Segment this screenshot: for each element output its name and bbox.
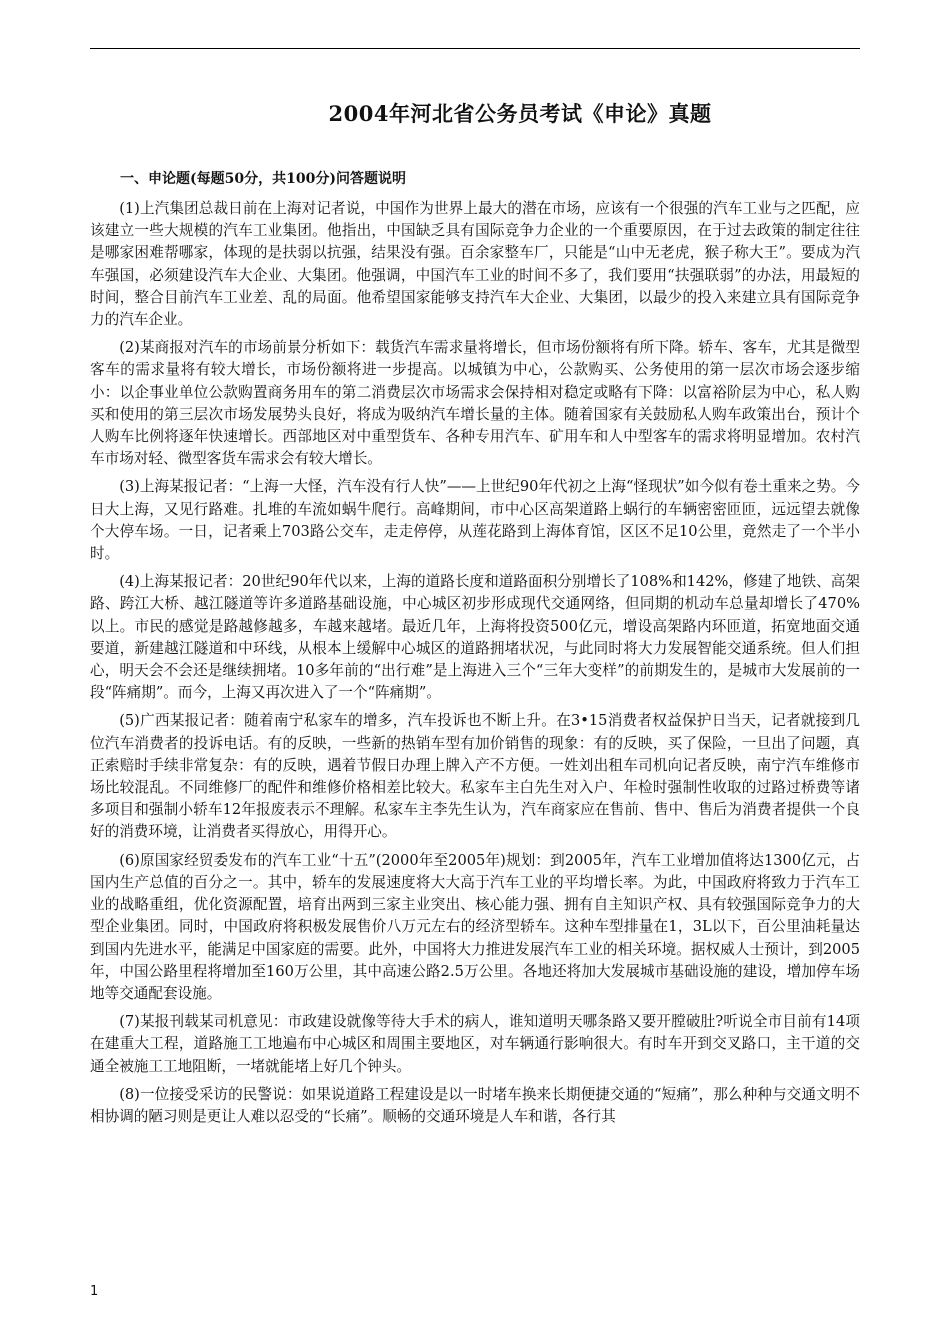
paragraph-1: (1)上汽集团总裁日前在上海对记者说，中国作为世界上最大的潜在市场，应该有一个很强的汽车工业与之匹配，应该建立一些大规模的汽车工业集团。他指出，中国缺乏具有国际竞争力企业的一个重要原因，在于过去政策的制定往往是哪家困难帮哪家，体现的是扶弱以抗强，结果没有强。百余家整车厂，只能是“山中无老虎，猴子称大王”。要成为汽车强国，必须建设汽车大企业、大集团。他强调，中国汽车工业的时间不多了，我们要用“扶强联弱”的办法，用最短的时间，整合目前汽车工业差、乱的局面。他希望国家能够支持汽车大企业、大集团，以最少的投入来建立具有国际竞争力的汽车企业。 xyxy=(90,200,860,329)
paragraph-8: (8)一位接受采访的民警说：如果说道路工程建设是以一时堵车换来长期便捷交通的“短痛”，那么种种与交通文明不相协调的陋习则是更让人难以忍受的“长痛”。顺畅的交通环境是人车和谐，各行其 xyxy=(90,1085,860,1125)
document-title: 2004年河北省公务员考试《申论》真题 xyxy=(328,101,712,127)
page-number: 1 xyxy=(90,1284,99,1299)
header-rule xyxy=(90,48,860,49)
paragraph-3: (3)上海某报记者：“上海一大怪，汽车没有行人快”——上世纪90年代初之上海“怪现状”如今似有卷土重来之势。今日大上海，又见行路难。扎堆的车流如蜗牛爬行。高峰期间，市中心区高架道路上蜗行的车辆密密匝匝，远远望去就像个大停车场。一日，记者乘上703路公交车，走走停停，从莲花路到上海体育馆，区区不足10公里，竟然走了一个半小时。 xyxy=(90,478,860,563)
section-heading: 一、申论题(每题50分，共100分)问答题说明 xyxy=(120,171,406,187)
paragraph-2: (2)某商报对汽车的市场前景分析如下：载货汽车需求量将增长，但市场份额将有所下降。轿车、客车，尤其是微型客车的需求量将有较大增长，市场份额将进一步提高。以城镇为中心，公款购买、公务使用的第一层次市场会逐步缩小：以企事业单位公款购置商务用车的第二消费层次市场需求会保持相对稳定或略有下降：以富裕阶层为中心，私人购买和使用的第三层次市场发展势头良好，将成为吸纳汽车增长量的主体。随着国家有关鼓励私人购车政策出台，预计个人购车比例将逐年快速增长。西部地区对中重型货车、各种专用汽车、矿用车和人中型客车的需求将明显增加。农村汽车市场对轻、微型客货车需求会有较大增长。 xyxy=(90,339,860,468)
paragraph-7: (7)某报刊载某司机意见：市政建设就像等待大手术的病人，谁知道明天哪条路又要开膛破肚?听说全市目前有14项在建重大工程，道路施工工地遍布中心城区和周围主要地区，对车辆通行影响很大。有时车开到交叉路口，主干道的交通全被施工工地阻断，一堵就能堵上好几个钟头。 xyxy=(90,1013,860,1075)
document-body xyxy=(90,168,860,1134)
paragraph-4: (4)上海某报记者：20世纪90年代以来，上海的道路长度和道路面积分别增长了108%和142%，修建了地铁、高架路、跨江大桥、越江隧道等许多道路基础设施，中心城区初步形成现代交通网络，但同期的机动车总量却增长了470%以上。市民的感觉是路越修越多，车越来越堵。最近几年，上海将投资500亿元，增设高架路内环匝道，拓宽地面交通要道，新建越江隧道和中环线，从根本上缓解中心城区的道路拥堵状况，与此同时将大力发展智能交通系统。但人们担心，明天会不会还是继续拥堵。10多年前的“出行难”是上海进入三个“三年大变样”的前期发生的，是城市大发展前的一段“阵痛期”。而今，上海又再次进入了一个“阵痛期”。 xyxy=(90,573,860,702)
paragraph-5: (5)广西某报记者：随着南宁私家车的增多，汽车投诉也不断上升。在3•15消费者权益保护日当天，记者就接到几位汽车消费者的投诉电话。有的反映，一些新的热销车型有加价销售的现象：有的反映，买了保险，一旦出了问题，真正索赔时手续非常复杂：有的反映，遇着节假日办理上牌入产不方便。一姓刘出租车司机向记者反映，南宁汽车维修市场比较混乱。不同维修厂的配件和维修价格相差比较大。私家车主白先生对入户、年检时强制性收取的过路过桥费等诸多项目和强制小轿车12年报废表示不理解。私家车主李先生认为，汽车商家应在售前、售中、售后为消费者提供一个良好的消费环境，让消费者买得放心，用得开心。 xyxy=(90,712,860,841)
paragraph-6: (6)原国家经贸委发布的汽车工业“十五”(2000年至2005年)规划：到2005年，汽车工业增加值将达1300亿元，占国内生产总值的百分之一。其中，轿车的发展速度将大大高于汽车工业的平均增长率。为此，中国政府将致力于汽车工业的战略重组，优化资源配置，培育出两到三家主业突出、核心能力强、拥有自主知识产权、具有较强国际竞争力的大型企业集团。同时，中国政府将积极发展售价八万元左右的经济型轿车。这种车型排量在1，3L以下，百公里油耗量达到国内先进水平，能满足中国家庭的需要。此外，中国将大力推进发展汽车工业的相关环境。据权威人士预计，到2005年，中国公路里程将增加至160万公里，其中高速公路2.5万公里。各地还将加大发展城市基础设施的建设，增加停车场地等交通配套设施。 xyxy=(90,851,860,1002)
